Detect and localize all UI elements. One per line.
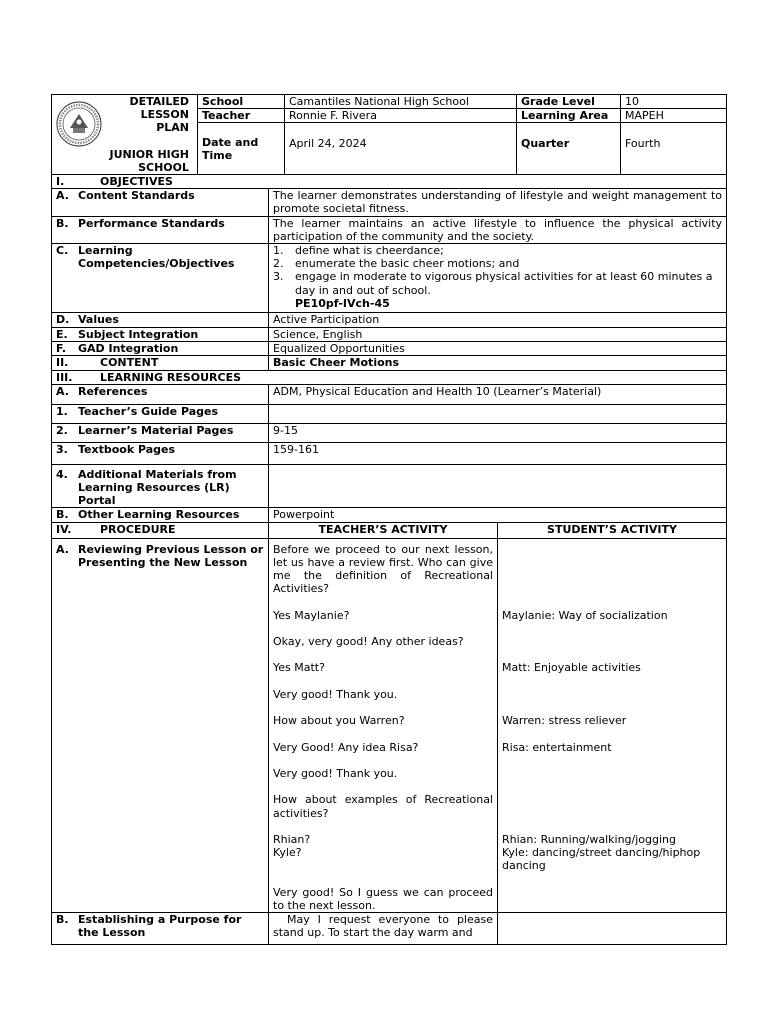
teacher-activity-b: May I request everyone to please stand up. To start the day warm and — [269, 913, 498, 945]
subject-integration-label: E. Subject Integration — [52, 328, 269, 342]
references-label: A. References — [52, 384, 269, 404]
date-value: April 24, 2024 — [285, 123, 517, 175]
resources-heading: III. LEARNING RESOURCES — [52, 370, 727, 384]
area-value: MAPEH — [621, 109, 727, 123]
quarter-value: Fourth — [621, 123, 727, 175]
teacher-label: Teacher — [198, 109, 285, 123]
school-value: Camantiles National High School — [285, 95, 517, 109]
area-label: Learning Area — [517, 109, 621, 123]
objectives-heading: I. OBJECTIVES — [52, 175, 727, 189]
teacher-activity-header: TEACHER’S ACTIVITY — [269, 522, 498, 538]
deped-seal-icon — [56, 101, 102, 147]
performance-standards-label: B. Performance Standards — [52, 216, 269, 243]
student-activity-b — [498, 913, 727, 945]
values-label: D. Values — [52, 313, 269, 328]
competency-item: 3. engage in moderate to vigorous physical activities for at least 60 minutes a day in and out of school. — [273, 270, 713, 297]
other-resources-label: B. Other Learning Resources — [52, 508, 269, 522]
grade-label: Grade Level — [517, 95, 621, 109]
competency-code: PE10pf-IVch-45 — [295, 296, 390, 310]
learners-material-value: 9-15 — [269, 423, 727, 442]
gad-integration-value: Equalized Opportunities — [269, 342, 727, 356]
procedure-heading: IV. PROCEDURE — [52, 522, 269, 538]
teachers-guide-value — [269, 404, 727, 423]
header-table — [51, 94, 727, 175]
performance-standards-value: The learner maintains an active lifestyle to influence the physical activity participation of the community and the society. — [269, 216, 727, 243]
gad-integration-label: F. GAD Integration — [52, 342, 269, 356]
values-value: Active Participation — [269, 313, 727, 328]
school-label: School — [198, 95, 285, 109]
lesson-plan-table — [51, 174, 727, 945]
student-activity-a: Maylanie: Way of socialization Matt: Enjoyable activities Warren: stress reliever Risa: entertainment Rhian: Running/walking/jogging Kyle: dancing/street dancing/hiphop dancing — [498, 538, 727, 913]
additional-materials-value — [269, 464, 727, 508]
teacher-activity-a: Before we proceed to our next lesson, let us have a review first. Who can give me the definition of Recreational Activities? Yes Maylanie? Okay, very good! Any other ideas? Yes Matt? Very good! Thank you. How about you Warren? Very Good! Any idea Risa? Very good! Thank you. How about examples of Recreational activities? Rhian? Kyle? Very good! So I guess we can proceed to the next lesson. — [269, 538, 498, 913]
references-value: ADM, Physical Education and Health 10 (Learner’s Material) — [269, 384, 727, 404]
content-heading: II. CONTENT — [52, 356, 269, 370]
content-standards-value: The learner demonstrates understanding of lifestyle and weight management to promote societal fitness. — [269, 189, 727, 216]
teachers-guide-label: 1. Teacher’s Guide Pages — [52, 404, 269, 423]
learners-material-label: 2. Learner’s Material Pages — [52, 423, 269, 442]
header-title-cell — [52, 95, 198, 175]
competency-item: 2. enumerate the basic cheer motions; and — [273, 257, 520, 271]
textbook-label: 3. Textbook Pages — [52, 442, 269, 464]
reviewing-lesson-label: A. Reviewing Previous Lesson or Presenting the New Lesson — [52, 538, 269, 913]
student-activity-header: STUDENT’S ACTIVITY — [498, 522, 727, 538]
competencies-label: C. Learning Competencies/Objectives — [52, 244, 269, 313]
teacher-value: Ronnie F. Rivera — [285, 109, 517, 123]
competency-item: 1. define what is cheerdance; — [273, 244, 444, 258]
content-standards-label: A. Content Standards — [52, 189, 269, 216]
competencies-value — [269, 244, 727, 313]
grade-value: 10 — [621, 95, 727, 109]
other-resources-value: Powerpoint — [269, 508, 727, 522]
quarter-label: Quarter — [517, 123, 621, 175]
additional-materials-label: 4. Additional Materials from Learning Resources (LR) Portal — [52, 464, 269, 508]
lesson-plan-title: DETAILED LESSON PLAN JUNIOR HIGH SCHOOL — [109, 95, 189, 174]
content-value: Basic Cheer Motions — [269, 356, 727, 370]
date-label: Date and Time — [198, 123, 285, 175]
establishing-purpose-label: B. Establishing a Purpose for the Lesson — [52, 913, 269, 945]
textbook-value: 159-161 — [269, 442, 727, 464]
subject-integration-value: Science, English — [269, 328, 727, 342]
